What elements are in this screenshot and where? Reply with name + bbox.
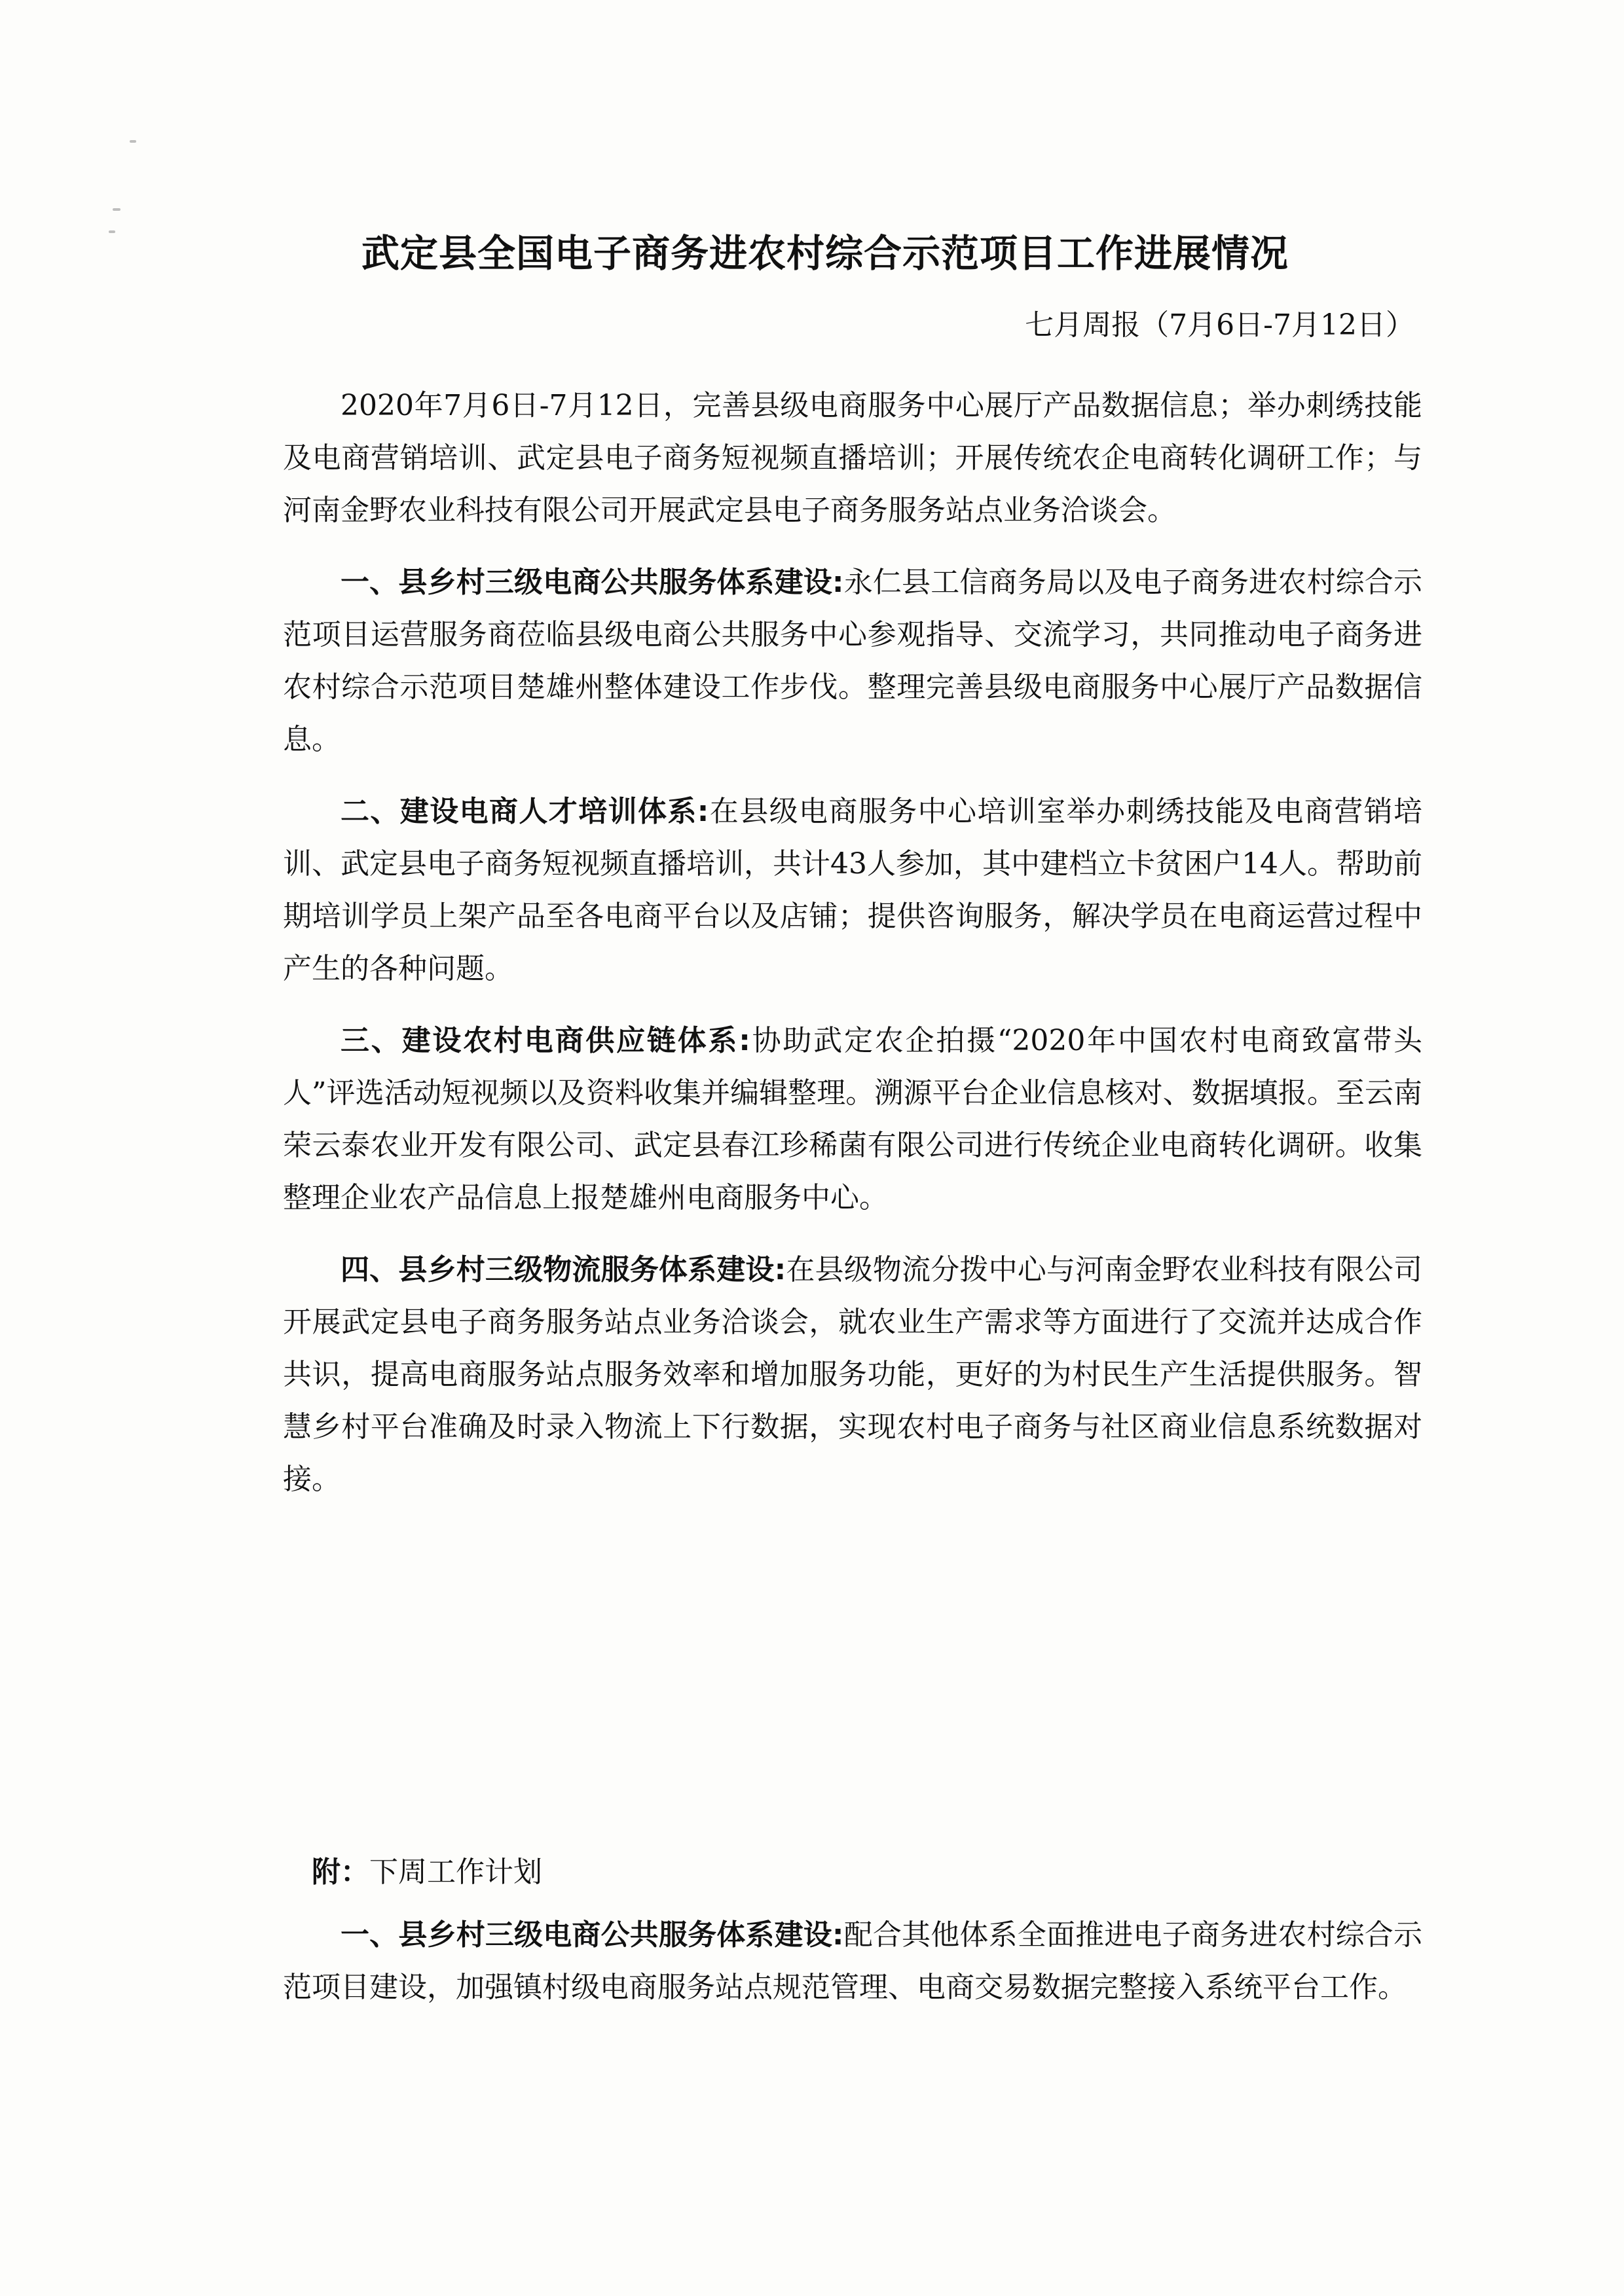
appendix-title-text: 下周工作计划 (369, 1855, 542, 1889)
section-heading: 一、县乡村三级电商公共服务体系建设: (341, 566, 844, 599)
appendix-label: 附： (312, 1855, 369, 1889)
appendix-item-body: 配合其他体系全面推进电子商务进农村综合示范项目建设，加强镇村级电商服务站点规范管理、电商交易数据完整接入系统平台工作。 (283, 1918, 1422, 2004)
document-title: 武定县全国电子商务进农村综合示范项目工作进展情况 (361, 231, 1289, 276)
scan-speck (130, 140, 136, 143)
document-subtitle: 七月周报（7月6日-7月12日） (1025, 308, 1414, 342)
section-body: 永仁县工信商务局以及电子商务进农村综合示范项目运营服务商莅临县级电商公共服务中心参观指导、交流学习，共同推动电子商务进农村综合示范项目楚雄州整体建设工作步伐。整理完善县级电商服务中心展厅产品数据信息。 (283, 566, 1422, 756)
section-body: 协助武定农企拍摄“2020年中国农村电商致富带头人”评选活动短视频以及资料收集并编辑整理。溯源平台企业信息核对、数据填报。至云南荣云泰农业开发有限公司、武定县春江珍稀菌有限公司进行传统企业电商转化调研。收集整理企业农产品信息上报楚雄州电商服务中心。 (283, 1024, 1422, 1214)
section-heading: 二、建设电商人才培训体系: (341, 795, 709, 828)
section-body: 在县级物流分拨中心与河南金野农业科技有限公司开展武定县电子商务服务站点业务洽谈会，就农业生产需求等方面进行了交流并达成合作共识，提高电商服务站点服务效率和增加服务功能，更好的为村民生产生活提供服务。智慧乡村平台准确及时录入物流上下行数据，实现农村电子商务与社区商业信息系统数据对接。 (283, 1253, 1422, 1496)
section-paragraph (283, 556, 1422, 766)
appendix-item-heading: 一、县乡村三级电商公共服务体系建设: (341, 1918, 844, 1952)
section-paragraph (283, 1015, 1422, 1224)
section-heading: 三、建设农村电商供应链体系: (341, 1024, 750, 1057)
section-body: 在县级电商服务中心培训室举办刺绣技能及电商营销培训、武定县电子商务短视频直播培训，共计43人参加，其中建档立卡贫困户14人。帮助前期培训学员上架产品至各电商平台以及店铺；提供咨询服务，解决学员在电商运营过程中产生的各种问题。 (283, 795, 1422, 985)
intro-paragraph: 2020年7月6日-7月12日，完善县级电商服务中心展厅产品数据信息；举办刺绣技能及电商营销培训、武定县电子商务短视频直播培训；开展传统农企电商转化调研工作；与河南金野农业科技有限公司开展武定县电子商务服务站点业务洽谈会。 (283, 389, 1422, 527)
section-paragraph (283, 786, 1422, 995)
scan-speck (113, 208, 120, 211)
appendix-title (283, 1846, 1422, 1899)
section-heading: 四、县乡村三级物流服务体系建设: (341, 1253, 786, 1286)
section-paragraph (283, 1244, 1422, 1506)
document-body (283, 380, 1422, 1525)
appendix (283, 1846, 1422, 2033)
appendix-item (283, 1909, 1422, 2014)
scan-speck (109, 230, 115, 233)
